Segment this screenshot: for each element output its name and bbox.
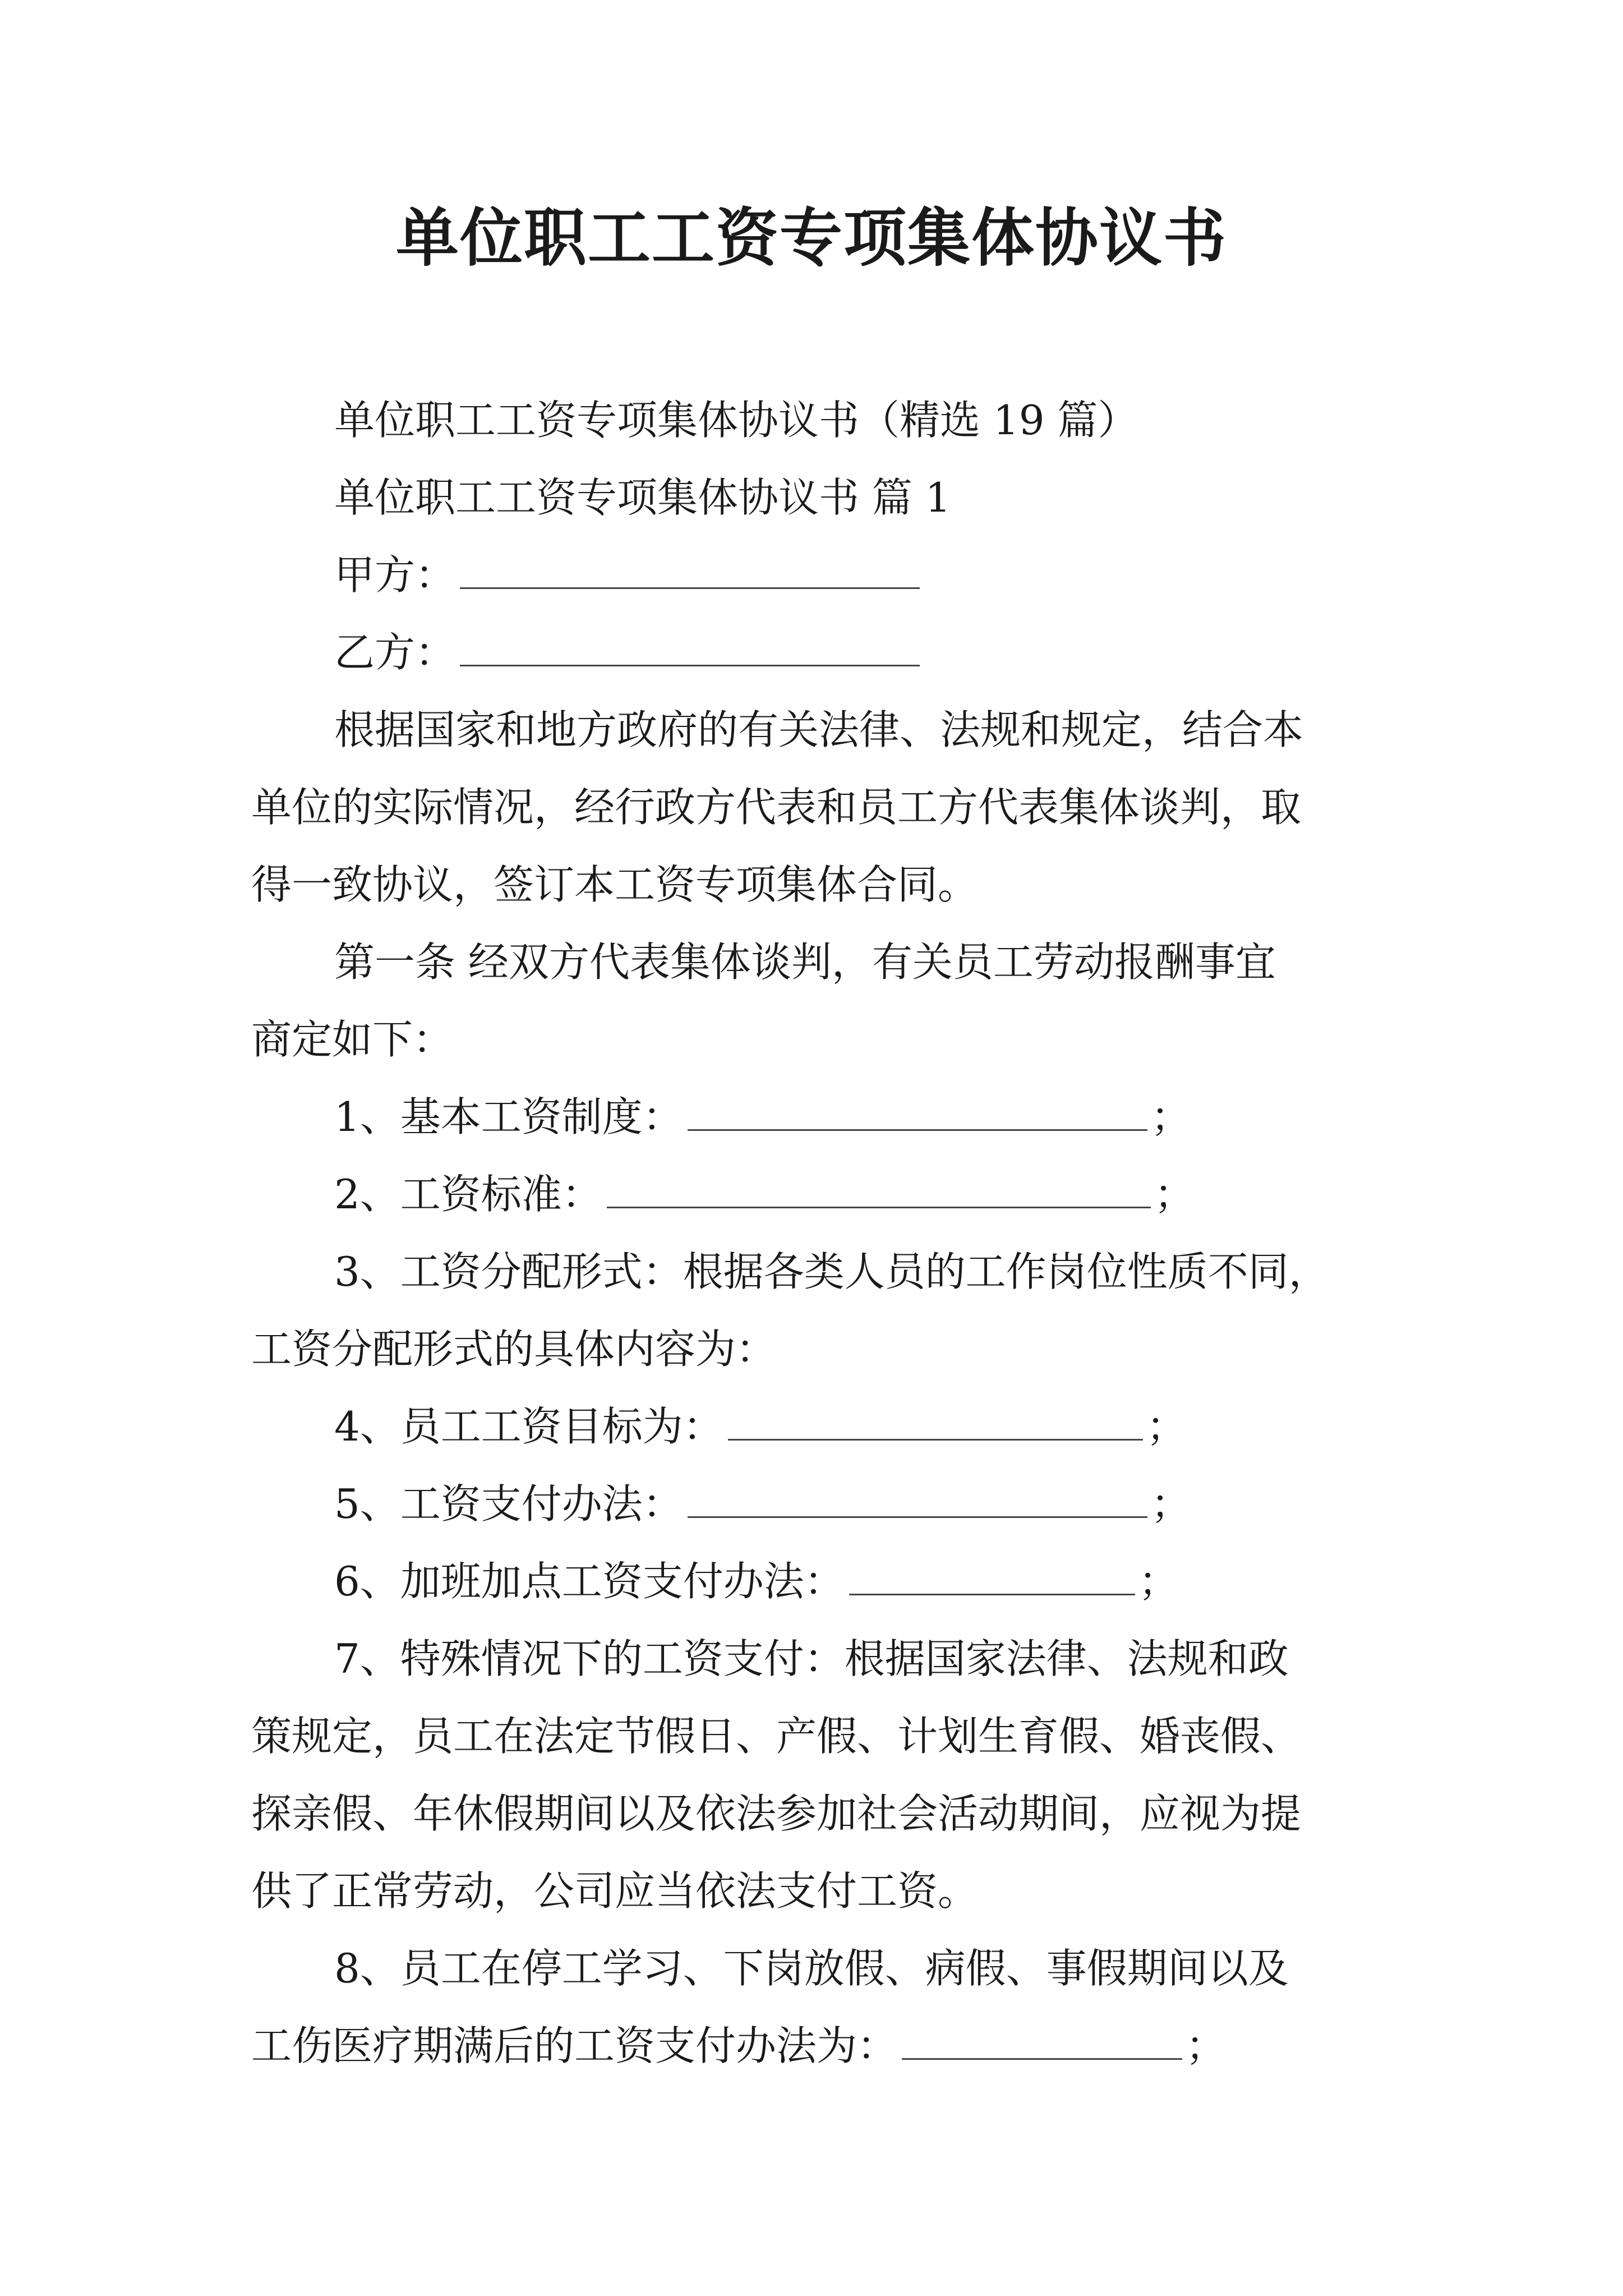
- document-title: 单位职工工资专项集体协议书: [396, 201, 1227, 275]
- party-a-label: 甲方：: [334, 551, 456, 599]
- item3-line: 3、工资分配形式：根据各类人员的工作岗位性质不同，: [334, 1248, 1329, 1295]
- party-b-blank[interactable]: [460, 621, 920, 666]
- item5-blank[interactable]: [688, 1473, 1147, 1518]
- item8-line: 8、员工在停工学习、下岗放假、病假、事假期间以及: [334, 1945, 1289, 1992]
- item4-blank[interactable]: [728, 1395, 1143, 1441]
- item3-line: 工资分配形式的具体内容为：: [251, 1326, 777, 1373]
- item8-label: 工伤医疗期满后的工资支付办法为：: [251, 2022, 898, 2069]
- item4-semicolon: ；: [1146, 1403, 1187, 1450]
- item6-blank[interactable]: [849, 1550, 1135, 1595]
- item5-semicolon: ；: [1150, 1480, 1191, 1527]
- item2-label: 2、工资标准：: [334, 1171, 602, 1218]
- item1-label: 1、基本工资制度：: [334, 1093, 683, 1140]
- item5-label: 5、工资支付办法：: [334, 1480, 683, 1527]
- item1-blank[interactable]: [688, 1085, 1147, 1131]
- item1-semicolon: ；: [1150, 1093, 1191, 1140]
- item4-line: [251, 1388, 1378, 1465]
- item7-line: 策规定，员工在法定节假日、产假、计划生育假、婚丧假、: [251, 1713, 1302, 1760]
- document-body: [251, 381, 1378, 2085]
- document-subtitle: 单位职工工资专项集体协议书（精选 19 篇）: [334, 397, 1138, 444]
- item6-semicolon: ；: [1138, 1558, 1179, 1605]
- item2-line: [251, 1156, 1378, 1233]
- item8-semicolon: ；: [1186, 2022, 1227, 2069]
- article1-line: 商定如下：: [251, 1016, 454, 1063]
- item1-line: [251, 1078, 1378, 1156]
- item2-semicolon: ；: [1154, 1171, 1195, 1218]
- item8-blank[interactable]: [902, 2014, 1182, 2060]
- item8-line: [251, 2007, 1378, 2085]
- intro-line: 得一致协议，签订本工资专项集体合同。: [251, 861, 979, 908]
- section-heading: 单位职工工资专项集体协议书 篇 1: [334, 474, 951, 521]
- item5-line: [251, 1465, 1378, 1543]
- item7-line: 探亲假、年休假期间以及依法参加社会活动期间，应视为提: [251, 1790, 1302, 1837]
- party-b-line: [251, 614, 1378, 691]
- intro-line: 根据国家和地方政府的有关法律、法规和规定，结合本: [334, 706, 1304, 753]
- item7-line: 7、特殊情况下的工资支付：根据国家法律、法规和政: [334, 1635, 1289, 1682]
- party-a-line: [251, 536, 1378, 614]
- party-b-label: 乙方：: [334, 629, 456, 676]
- article1-line: 第一条 经双方代表集体谈判，有关员工劳动报酬事宜: [334, 938, 1276, 986]
- item6-line: [251, 1543, 1378, 1620]
- item6-label: 6、加班加点工资支付办法：: [334, 1558, 845, 1605]
- item7-line: 供了正常劳动，公司应当依法支付工资。: [251, 1867, 979, 1915]
- intro-line: 单位的实际情况，经行政方代表和员工方代表集体谈判，取: [251, 784, 1302, 831]
- party-a-blank[interactable]: [460, 544, 920, 589]
- item4-label: 4、员工工资目标为：: [334, 1403, 723, 1450]
- item2-blank[interactable]: [607, 1163, 1151, 1208]
